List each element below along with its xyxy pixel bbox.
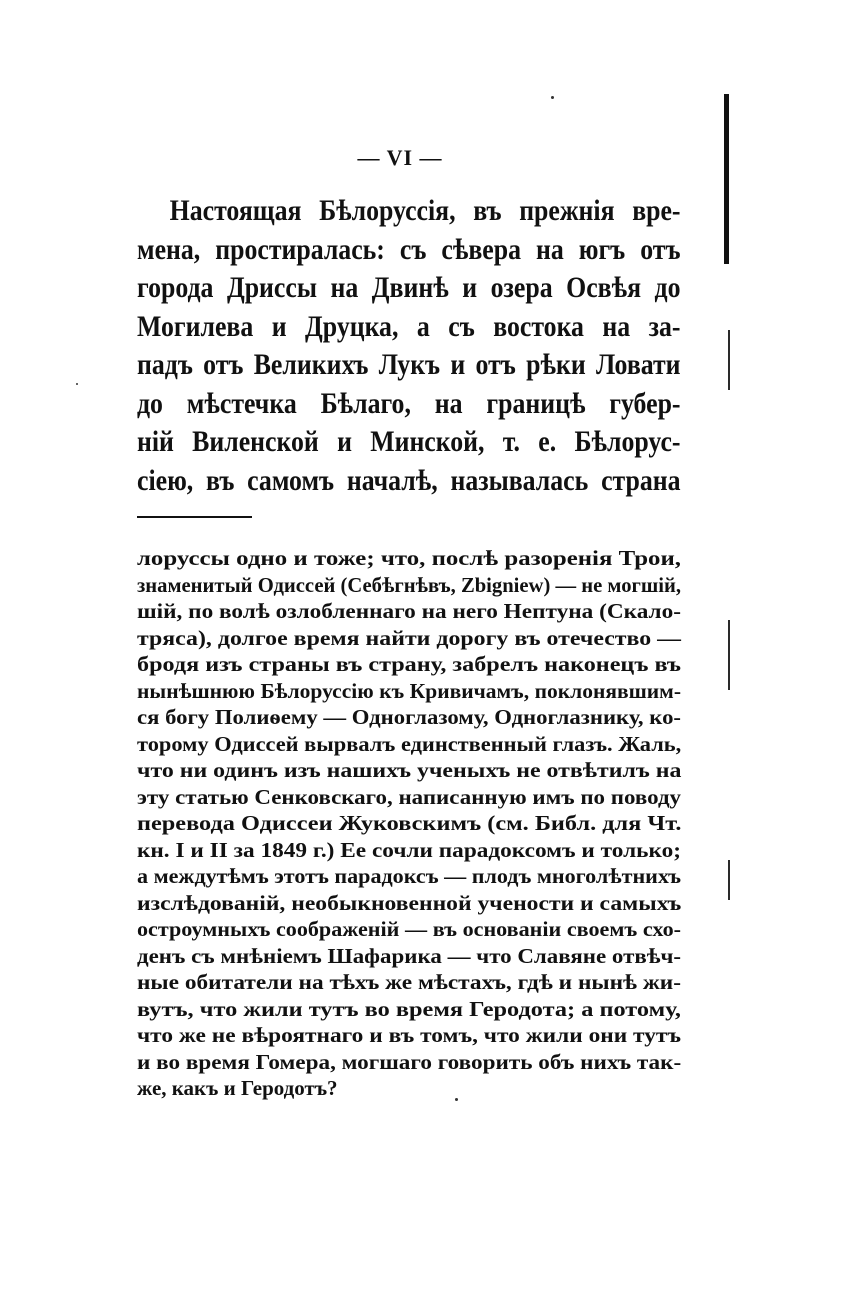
scan-edge-shadow bbox=[724, 94, 729, 264]
footnote-line: денъ съ мнѣніемъ Шафарика — что Славяне отвѣч- bbox=[137, 943, 682, 968]
footnote-line: кн. I и II за 1849 г.) Ее сочли парадоксомъ и только; bbox=[137, 837, 681, 862]
footnote-line: эту статью Сенковскаго, написанную имъ по поводу bbox=[137, 784, 682, 809]
main-text-line: до мѣстечка Бѣлаго, на границѣ губер- bbox=[137, 386, 681, 420]
footnote-line: и во время Гомера, могшаго говорить объ нихъ так- bbox=[137, 1049, 682, 1074]
footnote-line: шій, по волѣ озлобленнаго на него Нептуна (Скало- bbox=[137, 599, 681, 623]
main-text-line: города Дриссы на Двинѣ и озера Освѣя до bbox=[137, 271, 681, 304]
footnote-line: остроумныхъ соображеній — въ основаніи своемъ схо- bbox=[137, 917, 681, 941]
footnote-line: нынѣшнюю Бѣлоруссію къ Кривичамъ, поклонявшим- bbox=[137, 678, 682, 703]
footnote-line: изслѣдованій, необыкновенной учености и самыхъ bbox=[137, 890, 682, 915]
scan-edge-line bbox=[728, 860, 730, 900]
footnote-line: торому Одиссей вырвалъ единственный глазъ. Жаль, bbox=[137, 731, 682, 756]
main-text-line: ній Виленской и Минской, т. е. Бѣлорус- bbox=[137, 425, 681, 458]
footnote-line: же, какъ и Геродотъ? bbox=[137, 1076, 338, 1100]
main-text-line: Настоящая Бѣлоруссія, въ прежнія вре- bbox=[169, 194, 681, 227]
footnote-line: тряса), долгое время найти дорогу въ отечество — bbox=[137, 625, 682, 650]
footnote-line: ся богу Полиѳему — Одноглазому, Одноглазнику, ко- bbox=[137, 705, 681, 729]
main-text-line: сіею, въ самомъ началѣ, называлась страна bbox=[137, 463, 681, 497]
page-number-header: — VI — bbox=[357, 145, 443, 170]
footnote-block bbox=[137, 545, 681, 1102]
footnote-line: ные обитатели на тѣхъ же мѣстахъ, гдѣ и нынѣ жи- bbox=[137, 970, 681, 994]
main-text-line: Могилева и Друцка, а съ востока на за- bbox=[137, 309, 681, 343]
scan-edge-line bbox=[728, 620, 730, 690]
footnote-line: лоруссы одно и тоже; что, послѣ разоренія Трои, bbox=[137, 546, 681, 570]
scan-speck bbox=[455, 1098, 458, 1101]
scan-speck bbox=[551, 96, 554, 99]
footnote-line: знаменитый Одиссей (Себѣгнѣвъ, Zbigniew) — не могшій, bbox=[137, 572, 682, 597]
main-text-line: падъ отъ Великихъ Лукъ и отъ рѣки Ловати bbox=[137, 348, 681, 381]
footnote-line: вутъ, что жили тутъ во время Геродота; а потому, bbox=[137, 996, 681, 1021]
main-paragraph bbox=[137, 192, 681, 500]
footnote-separator bbox=[137, 516, 252, 518]
scan-edge-line bbox=[728, 330, 730, 390]
footnote-line: бродя изъ страны въ страну, забрелъ наконецъ въ bbox=[137, 652, 681, 676]
main-text-line: мена, простиралась: съ сѣвера на югъ отъ bbox=[137, 232, 681, 266]
footnote-line: что же не вѣроятнаго и въ томъ, что жили они тутъ bbox=[137, 1023, 682, 1047]
footnote-line: что ни одинъ изъ нашихъ ученыхъ не отвѣтилъ на bbox=[137, 758, 682, 782]
footnote-line: а междутѣмъ этотъ парадоксъ — плодъ многолѣтнихъ bbox=[137, 864, 682, 888]
scan-speck bbox=[76, 383, 78, 385]
footnote-line: перевода Одиссеи Жуковскимъ (см. Библ. для Чт. bbox=[137, 811, 682, 835]
